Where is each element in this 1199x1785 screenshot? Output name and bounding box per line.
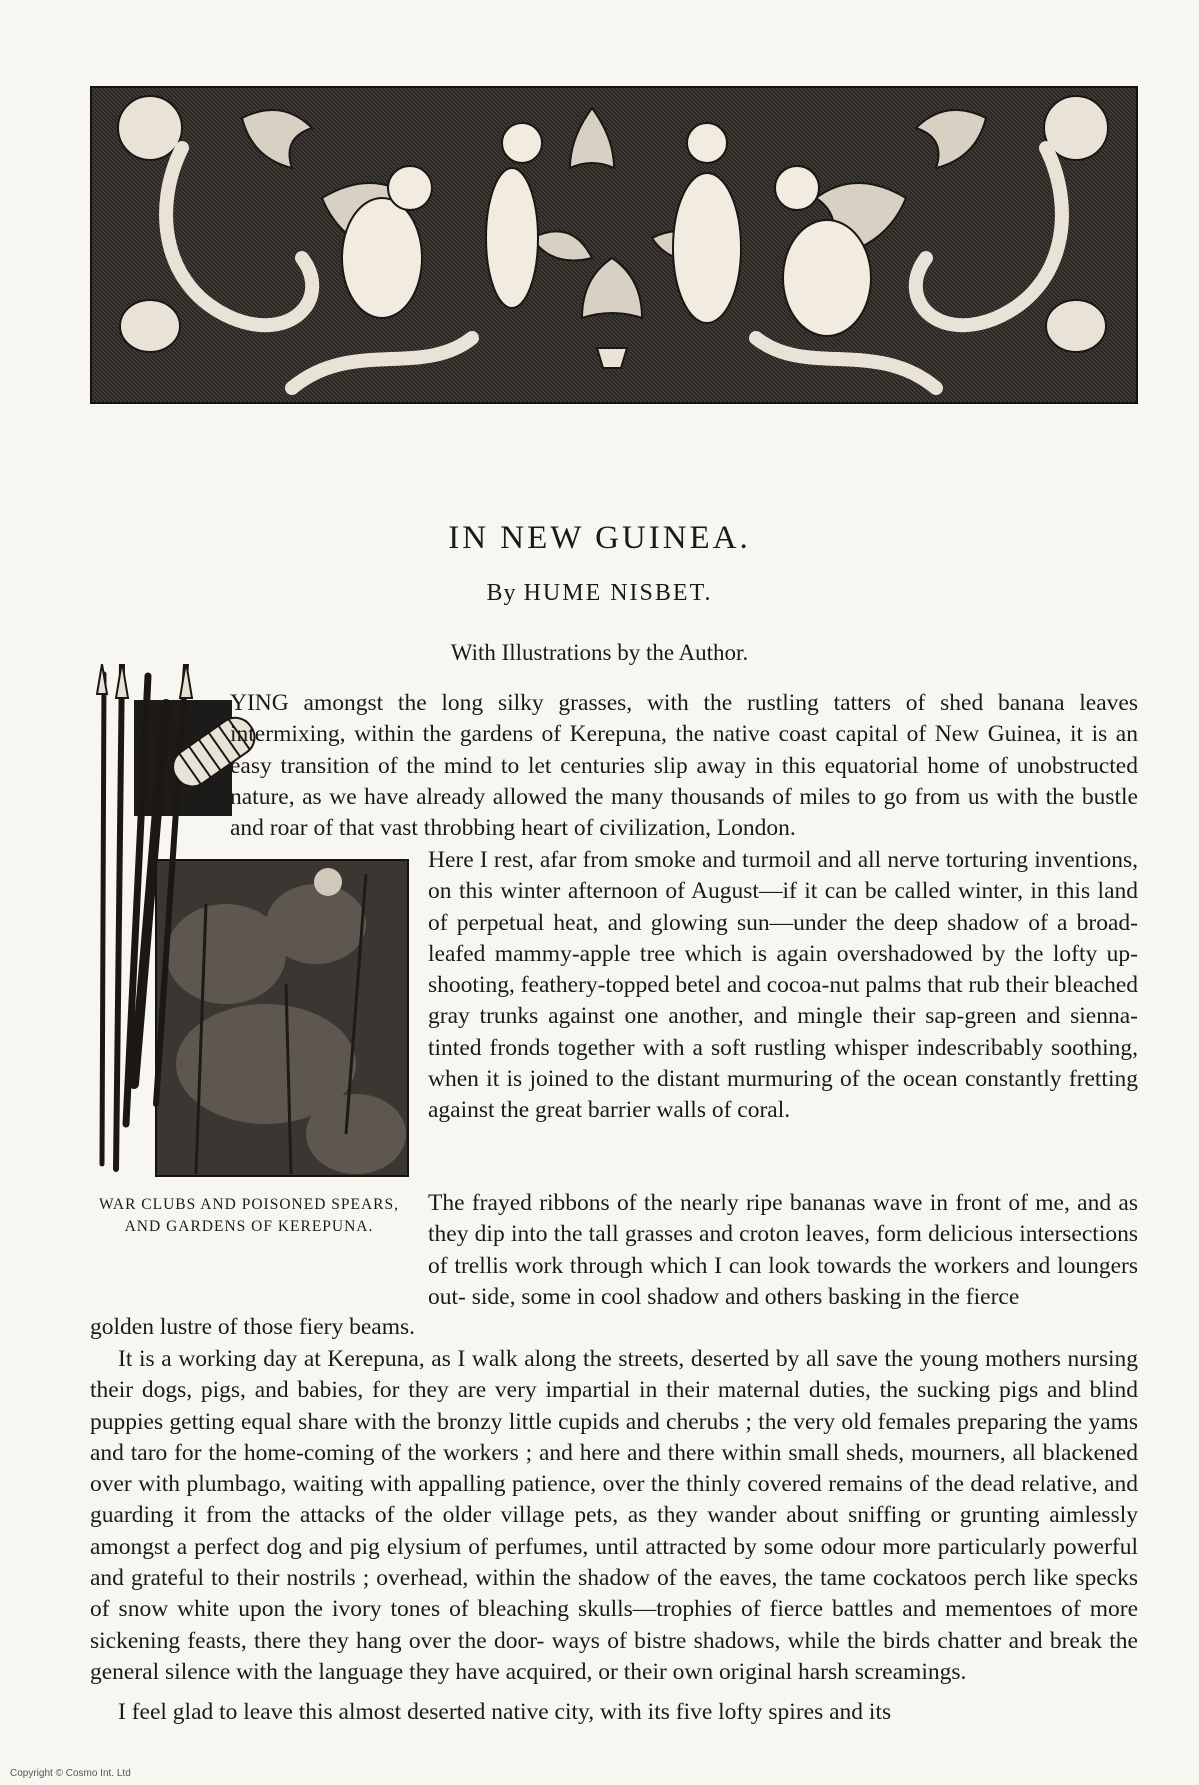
author-byline bbox=[0, 580, 1199, 607]
opening-paragraph: YING amongst the long silky grasses, with the rustling tatters of shed banana leaves intermixing, within the gardens of Kerepuna, the native coast capital of New Guinea, it is an easy transition of the mind to let centuries slip away in this equatorial home of unobstructed nature, as we have already allowed the many thousands of miles to go from us with the bustle and roar of that vast throbbing heart of civilization, London. bbox=[230, 690, 1138, 842]
ornamental-header-engraving bbox=[90, 86, 1138, 404]
acanthus-scroll-ornament bbox=[92, 88, 1136, 402]
article-title: IN NEW GUINEA. bbox=[448, 520, 751, 556]
byline-prefix: By bbox=[486, 580, 517, 606]
working-day-paragraph: It is a working day at Kerepuna, as I walk along the streets, deserted by all save the young mothers nursing their dogs, pigs, and babies, for they are very impartial in their maternal duties, the sucking pigs and blind puppies getting equal share with the bronzy little cupids and cherubs ; the very old females preparing the yams and taro for the home-coming of the workers ; and here and there within small sheds, mourners, all blackened over with plumbago, waiting with appalling patience, over the thinly covered remains of the dead relative, and guarding it from the attacks of the older village pets, as they wander about sniffing or grunting aimlessly amongst a perfect dog and pig elysium of perfumes, until attracted by some odour more particularly powerful and grateful to their nostrils ; overhead, within the shadow of the eaves, the tame cockatoos perch like specks of snow white upon the ivory tones of bleaching skulls—trophies of fierce battles and mementoes of more sickening feasts, there they hang over the door- ways of bistre shadows, while the birds chatter and break the general silence with the language they have acquired, or their own original harsh screamings. bbox=[90, 1346, 1138, 1685]
copyright-notice: Copyright © Cosmo Int. Ltd bbox=[10, 1768, 131, 1779]
illustrations-credit: With Illustrations by the Author. bbox=[450, 640, 749, 665]
figure-caption: WAR CLUBS AND POISONED SPEARS, AND GARDENS OF KEREPUNA. bbox=[98, 1196, 399, 1235]
closing-paragraph: I feel glad to leave this almost deserted native city, with its five lofty spires and its bbox=[118, 1699, 892, 1725]
bananas-paragraph: The frayed ribbons of the nearly ripe bananas wave in front of me, and as they dip into the tall grasses and croton leaves, form delicious intersections of trellis work through which I can look towards the workers and loungers out- side, some in cool shadow and others basking in the fierce bbox=[428, 1190, 1138, 1310]
bananas-paragraph-end: golden lustre of those fiery beams. bbox=[90, 1314, 415, 1340]
opening-paragraph-continued: Here I rest, afar from smoke and turmoil and all nerve torturing inventions, on this winter afternoon of August—if it can be called winter, in this land of perpetual heat, and glowing sun—under the deep shadow of a broad-leafed mammy-apple tree which is again overshadowed by the lofty up-shooting, feathery-topped betel and cocoa-nut palms that rub their bleached gray trunks against one another, and mingle their sap-green and sienna-tinted fronds together with a soft rustling whisper indescribably soothing, when it is joined to the distant murmuring of the ocean constantly fretting against the great barrier walls of coral. bbox=[428, 847, 1138, 1124]
author-name: HUME NISBET. bbox=[523, 580, 713, 606]
